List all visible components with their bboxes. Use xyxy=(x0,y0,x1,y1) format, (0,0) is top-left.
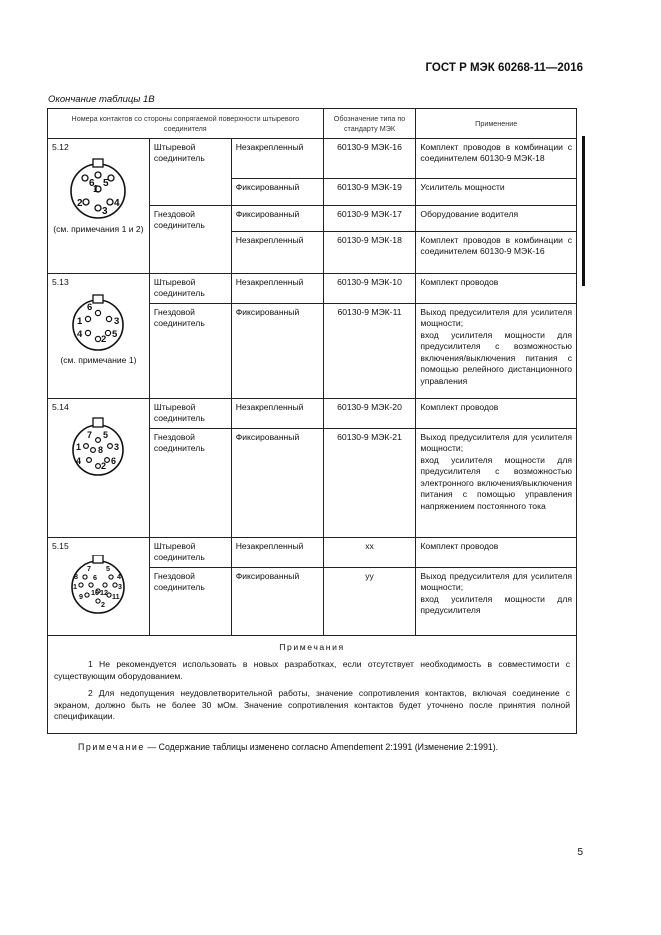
variant: Незакрепленный xyxy=(231,399,323,429)
pin-label: 1 xyxy=(73,582,78,592)
application: Комплект проводов в комбинации с соединителем 60130-9 МЭК-16 xyxy=(416,232,577,274)
diagram-cell-5-15 xyxy=(48,538,150,636)
application-line: Выход предусилителя для усилителя мощности; xyxy=(420,571,572,593)
footer-note xyxy=(78,742,498,752)
connector-5-15-diagram xyxy=(65,555,131,621)
application: Комплект проводов xyxy=(416,399,577,429)
pin-label: 4 xyxy=(114,198,120,210)
connector-type: Гнездовой соединитель xyxy=(149,429,231,538)
pin-label: 2 xyxy=(101,334,107,346)
application-line: вход усилителя мощности для предусилителя с возможностью электронного включения/выключения питания с помощью управления напряжением постоянного тока xyxy=(420,454,572,511)
pin-label: 2 xyxy=(101,461,107,472)
variant: Фиксированный xyxy=(231,568,323,636)
table-row xyxy=(48,399,577,429)
iec-code: 60130-9 МЭК-20 xyxy=(323,399,416,429)
row-number: 5.13 xyxy=(52,277,69,287)
pin-label: 3 xyxy=(114,442,120,453)
iec-code: 60130-9 МЭК-19 xyxy=(323,179,416,206)
table-header-row xyxy=(48,109,577,139)
diagram-cell-5-13 xyxy=(48,274,150,399)
pin-label: 5 xyxy=(103,178,109,190)
row-number: 5.12 xyxy=(52,142,69,152)
application xyxy=(416,429,577,538)
pin-label: 7 xyxy=(87,564,92,574)
application: Комплект проводов в комбинации с соединителем 60130-9 МЭК-18 xyxy=(416,139,577,179)
variant: Фиксированный xyxy=(231,206,323,232)
diagram-cell-5-14 xyxy=(48,399,150,538)
iec-code: 60130-9 МЭК-18 xyxy=(323,232,416,274)
connector-type: Гнездовой соединитель xyxy=(149,568,231,636)
application-line: Выход предусилителя для усилителя мощности; xyxy=(420,307,572,329)
connector-type: Гнездовой соединитель xyxy=(149,206,231,274)
row-note: (см. примечание 1) xyxy=(60,355,137,366)
pin-label: 10 xyxy=(91,588,100,598)
iec-code: yy xyxy=(323,568,416,636)
pin-label: 5 xyxy=(103,430,109,441)
pin-label: 7 xyxy=(87,430,93,441)
pin-label: 12 xyxy=(100,588,109,598)
connector-type: Штыревой соединитель xyxy=(149,139,231,206)
variant: Фиксированный xyxy=(231,429,323,538)
connector-type: Штыревой соединитель xyxy=(149,538,231,568)
pin-label: 8 xyxy=(98,445,104,456)
pin-label: 3 xyxy=(102,206,108,218)
iec-code: 60130-9 МЭК-10 xyxy=(323,274,416,304)
variant: Незакрепленный xyxy=(231,274,323,304)
variant: Фиксированный xyxy=(231,304,323,399)
application: Оборудование водителя xyxy=(416,206,577,232)
document-header: ГОСТ Р МЭК 60268-11—2016 xyxy=(425,62,583,74)
pin-label: 3 xyxy=(114,316,120,328)
connector-table xyxy=(47,108,577,734)
notes-row xyxy=(48,636,577,734)
connector-5-13-diagram xyxy=(65,291,131,353)
notes-cell xyxy=(48,636,577,734)
application: Комплект проводов xyxy=(416,538,577,568)
iec-code: 60130-9 МЭК-21 xyxy=(323,429,416,538)
pin-label: 6 xyxy=(111,456,117,467)
table-row xyxy=(48,538,577,568)
col-header-contacts: Номера контактов со стороны сопрягаемой поверхности штыревого соединителя xyxy=(48,109,324,139)
application xyxy=(416,568,577,636)
pin-label: 6 xyxy=(87,302,93,314)
note-2: 2 Для недопущения неудовлетворительной работы, значение сопротивления контактов, включая соединение с экраном, должно быть не более 30 мОм. Значение сопротивления контактов будет уточнено после принятия полной спецификации. xyxy=(54,688,570,722)
pin-label: 9 xyxy=(79,592,84,602)
row-number: 5.15 xyxy=(52,541,69,551)
pin-label: 4 xyxy=(77,329,83,341)
change-bar xyxy=(582,136,585,286)
connector-type: Штыревой соединитель xyxy=(149,274,231,304)
application: Комплект проводов xyxy=(416,274,577,304)
footer-note-text: — Содержание таблицы изменено согласно Amendement 2:1991 (Изменение 2:1991). xyxy=(144,742,499,752)
iec-code: 60130-9 МЭК-16 xyxy=(323,139,416,179)
pin-label: 6 xyxy=(93,573,98,583)
connector-5-14-diagram xyxy=(65,416,131,482)
pin-label: 4 xyxy=(117,572,122,582)
pin-label: 4 xyxy=(76,456,82,467)
col-header-type: Обозначение типа по стандарту МЭК xyxy=(323,109,416,139)
page-number: 5 xyxy=(577,847,583,858)
connector-type: Гнездовой соединитель xyxy=(149,304,231,399)
note-1: 1 Не рекомендуется использовать в новых разработках, если отсутствует необходимость в совместимости с существующим оборудованием. xyxy=(54,659,570,681)
table-row xyxy=(48,139,577,179)
pin-label: 8 xyxy=(74,572,79,582)
iec-code: 60130-9 МЭК-17 xyxy=(323,206,416,232)
pin-label: 3 xyxy=(118,582,123,592)
pin-label: 11 xyxy=(112,592,121,602)
variant: Незакрепленный xyxy=(231,538,323,568)
application-line: вход усилителя мощности для предусилителя с возможностью включения/выключения питания с помощью релейного дистанционного управления xyxy=(420,329,572,386)
pin-label: 1 xyxy=(77,316,83,328)
application: Усилитель мощности xyxy=(416,179,577,206)
application-line: Выход предусилителя для усилителя мощности; xyxy=(420,432,572,454)
iec-code: xx xyxy=(323,538,416,568)
diagram-cell-5-12 xyxy=(48,139,150,274)
pin-label: 5 xyxy=(112,329,118,341)
notes-title: Примечания xyxy=(279,642,345,652)
application xyxy=(416,304,577,399)
pin-label: 1 xyxy=(76,442,82,453)
pin-label: 6 xyxy=(89,178,95,190)
connector-type: Штыревой соединитель xyxy=(149,399,231,429)
table-row xyxy=(48,274,577,304)
pin-label: 1 xyxy=(93,184,99,196)
col-header-application: Применение xyxy=(416,109,577,139)
row-note: (см. примечания 1 и 2) xyxy=(53,224,144,235)
row-number: 5.14 xyxy=(52,402,69,412)
pin-label: 2 xyxy=(101,600,106,610)
table-caption: Окончание таблицы 1В xyxy=(48,94,155,105)
iec-code: 60130-9 МЭК-11 xyxy=(323,304,416,399)
variant: Фиксированный xyxy=(231,179,323,206)
pin-label: 2 xyxy=(77,198,83,210)
variant: Незакрепленный xyxy=(231,139,323,179)
variant: Незакрепленный xyxy=(231,232,323,274)
connector-5-12-diagram xyxy=(65,156,131,222)
application-line: вход усилителя мощности для предусилителя xyxy=(420,593,572,616)
footer-note-label: Примечание xyxy=(78,742,145,752)
pin-label: 5 xyxy=(106,564,111,574)
